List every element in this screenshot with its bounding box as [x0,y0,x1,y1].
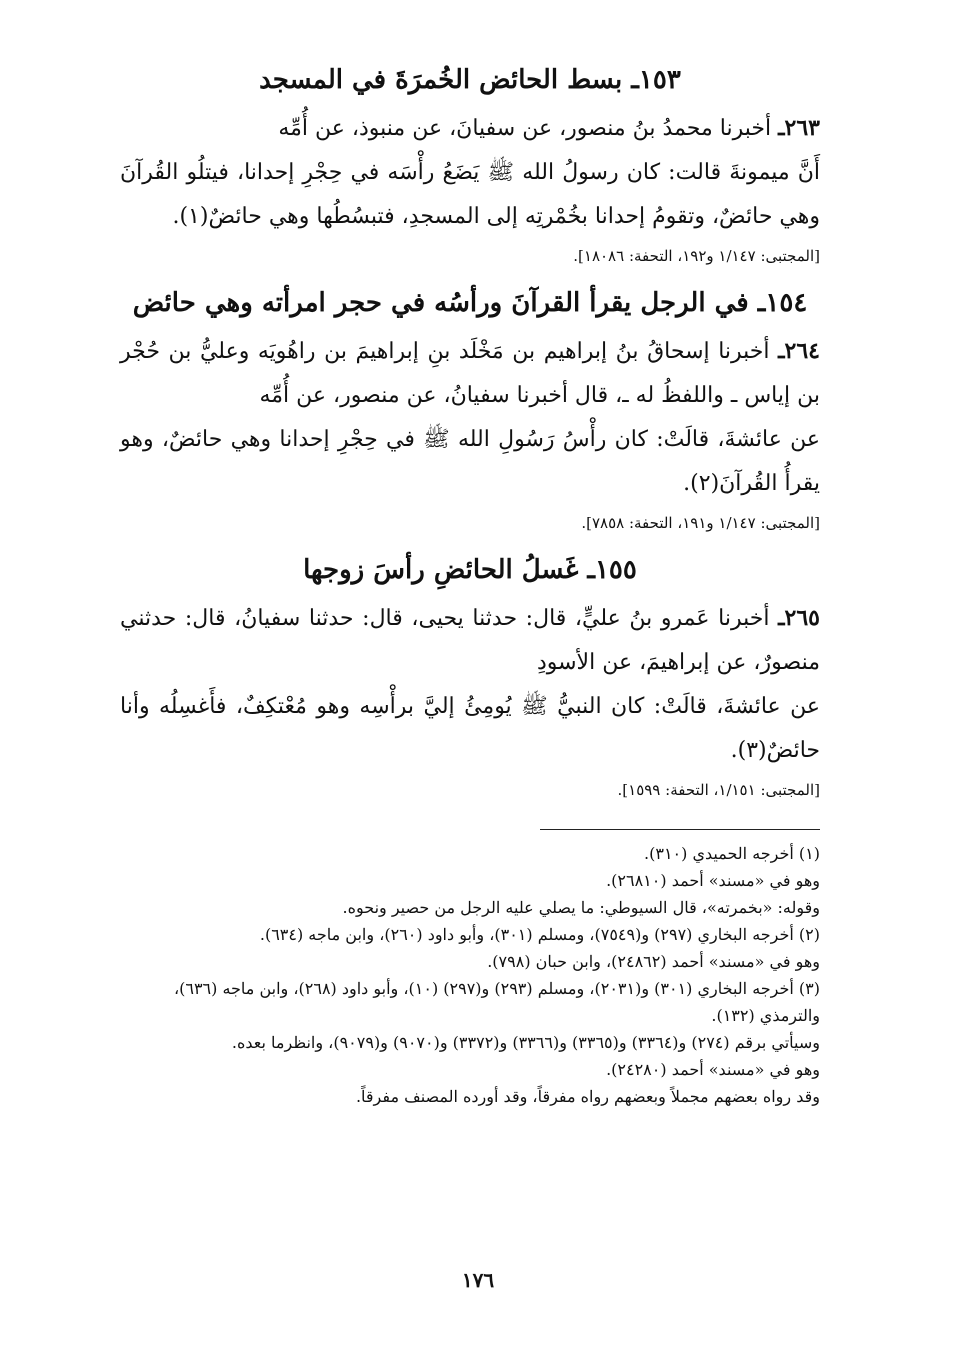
hadith-265-matn: عن عائشةَ، قالَتْ: كان النبيُّ ﷺ يُومِئُ إليَّ برأْسِه وهو مُعْتكِفٌ، فأَغسِلُه وأنا حائضٌ(٣). [120,694,820,763]
footnote-line: وسيأتي برقم (٢٧٤) و(٣٣٦٤) و(٣٣٦٥) و(٣٣٦٦) و(٣٣٧٢) و(٩٠٧٠) و(٩٠٧٩)، وانظرما بعده. [231,1033,820,1052]
footnote-line: وقد رواه بعضهم مجملاً وبعضهم رواه مفرقاً، وقد أورده المصنف مفرقاً. [355,1087,820,1106]
hadith-number: ٢٦٣ـ [778,115,820,141]
hadith-reference: [المجتبى: ١/١٤٧ و١٩٢، التحفة: ١٨٠٨٦]. [573,247,820,265]
isnad-text: أخبرنا محمدُ بنُ منصور، عن سفيانَ، عن منبوذ، عن أُمِّه [278,116,772,141]
hadith-reference: [المجتبى: ١/١٥١، التحفة: ١٥٩٩]. [617,781,820,799]
footnote-divider [540,829,820,830]
hadith-264-isnad [120,329,820,418]
isnad-text: أخبرنا عَمرو بنُ عليٍّ، قال: حدثنا يحيى، قال: حدثنا سفيانُ، قال: حدثني منصورٌ، عن إبراهيمَ، عن الأسودِ [120,606,820,675]
hadith-264-matn: عن عائشةَ، قالَتْ: كان رأْسُ رَسُولِ الله ﷺ في حِجْرِ إحدانا وهي حائضٌ، وهو يقرأُ القُرآنَ(٢). [120,427,820,496]
hadith-reference: [المجتبى: ١/١٤٧ و١٩١، التحفة: ٧٨٥٨]. [581,514,820,532]
page-number: ١٧٦ [461,1268,495,1292]
footnotes [120,840,820,1110]
hadith-263-matn: أَنَّ ميمونةَ قالت: كان رسولُ الله ﷺ يَضَعُ رأْسَه في حِجْرِ إحدانا، فيتلُو القُرآنَ وهي حائضٌ، وتقومُ إحدانا بخُمْرتِه إلى المسجدِ، فتبسُطُها وهي حائضٌ(١). [120,160,820,229]
footnote-line: وهو في «مسند» أحمد (٢٤٨٦٢)، وابن حبان (٧٩٨). [487,952,820,971]
chapter-heading-154: ١٥٤ـ في الرجل يقرأ القرآنَ ورأسُه في حجر امرأته وهي حائض [132,288,808,318]
footnote-line: (١) أخرجه الحميدي (٣١٠). [644,844,820,863]
book-page [120,60,820,1320]
chapter-heading-155: ١٥٥ـ غَسلُ الحائضِ رأسَ زوجها [303,555,637,585]
footnote-line: (٣) أخرجه البخاري (٣٠١) و(٢٠٣١)، ومسلم (٢٩٣) و(٢٩٧) (١٠)، وأبو داود (٢٦٨)، وابن ماجه (٦٣٦)، والترمذي (١٣٢). [173,979,820,1025]
chapter-heading-153: ١٥٣ـ بسط الحائض الخُمرَةَ في المسجد [259,65,681,95]
hadith-number: ٢٦٥ـ [778,605,820,631]
hadith-263-isnad [120,106,820,151]
hadith-number: ٢٦٤ـ [778,338,820,364]
hadith-265-isnad [120,596,820,685]
isnad-text: أخبرنا إسحاقُ بنُ إبراهيم بن مَخْلَد بنِ إبراهيمَ بن راهُويَه وعليُّ بن حُجْر بن إياس ـ واللفظُ له ـ، قال أخبرنا سفيانُ، عن منصور، عن أُمِّه [120,339,820,408]
footnote-line: (٢) أخرجه البخاري (٢٩٧) و(٧٥٤٩)، ومسلم (٣٠١)، وأبو داود (٢٦٠)، وابن ماجه (٦٣٤). [259,925,820,944]
footnote-line: وقوله: «بخمرته»، قال السيوطي: ما يصلي عليه الرجل من حصير ونحوه. [342,898,820,917]
footnote-line: وهو في «مسند» أحمد (٢٤٢٨٠). [606,1060,820,1079]
footnote-line: وهو في «مسند» أحمد (٢٦٨١٠). [606,871,820,890]
